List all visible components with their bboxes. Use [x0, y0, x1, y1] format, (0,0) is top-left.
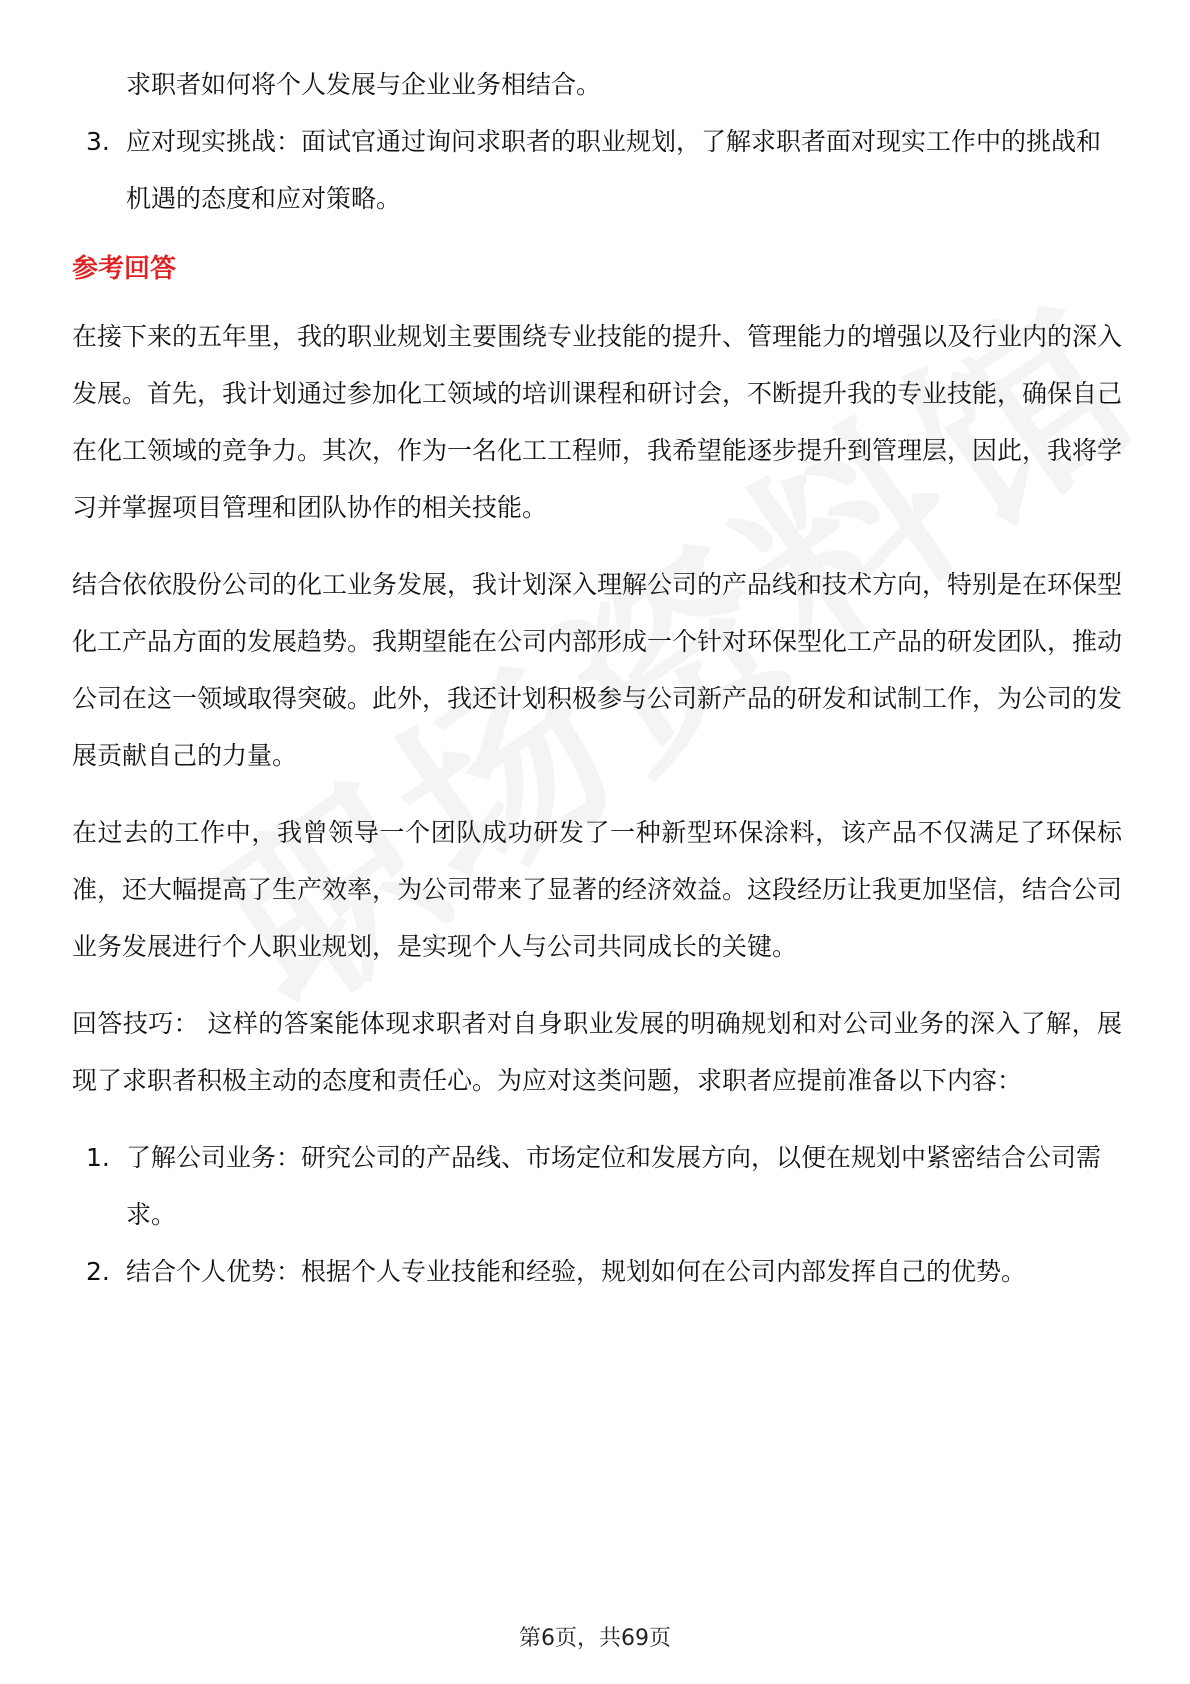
- tips-text: 这样的答案能体现求职者对自身职业发展的明确规划和对公司业务的深入了解，展现了求职者积极主动的态度和责任心。为应对这类问题，求职者应提前准备以下内容：: [72, 1009, 1122, 1095]
- page-footer: 第6页，共69页: [519, 1626, 671, 1651]
- tips-label: 回答技巧：: [72, 1009, 200, 1038]
- tips-list: [72, 1129, 1122, 1300]
- list-number: 3.: [86, 127, 110, 156]
- answer-paragraph-3: 在过去的工作中，我曾领导一个团队成功研发了一种新型环保涂料，该产品不仅满足了环保标准，还大幅提高了生产效率，为公司带来了显著的经济效益。这段经历让我更加坚信，结合公司业务发展进行个人职业规划，是实现个人与公司共同成长的关键。: [72, 818, 1123, 961]
- list-item-intent-3: [72, 113, 1122, 227]
- list-item-tip-2: [72, 1243, 1122, 1300]
- answer-paragraph-1: 在接下来的五年里，我的职业规划主要围绕专业技能的提升、管理能力的增强以及行业内的深入发展。首先，我计划通过参加化工领域的培训课程和研讨会，不断提升我的专业技能，确保自己在化工领域的竞争力。其次，作为一名化工工程师，我希望能逐步提升到管理层，因此，我将学习并掌握项目管理和团队协作的相关技能。: [72, 322, 1123, 522]
- list-text: 应对现实挑战：面试官通过询问求职者的职业规划，了解求职者面对现实工作中的挑战和机遇的态度和应对策略。: [126, 127, 1102, 213]
- document-content: [72, 56, 1122, 1300]
- list-item-tip-1: [72, 1129, 1122, 1243]
- continuation-line: 求职者如何将个人发展与企业业务相结合。: [126, 70, 602, 99]
- list-text: 了解公司业务：研究公司的产品线、市场定位和发展方向，以便在规划中紧密结合公司需求。: [126, 1143, 1102, 1229]
- reference-answer-heading: 参考回答: [72, 254, 177, 284]
- answer-tips-paragraph: [72, 995, 1122, 1109]
- answer-paragraph-2: 结合依依股份公司的化工业务发展，我计划深入理解公司的产品线和技术方向，特别是在环保型化工产品方面的发展趋势。我期望能在公司内部形成一个针对环保型化工产品的研发团队，推动公司在这一领域取得突破。此外，我还计划积极参与公司新产品的研发和试制工作，为公司的发展贡献自己的力量。: [72, 570, 1123, 770]
- list-number: 1.: [86, 1143, 110, 1172]
- list-number: 2.: [86, 1257, 110, 1286]
- list-text: 结合个人优势：根据个人专业技能和经验，规划如何在公司内部发挥自己的优势。: [126, 1257, 1027, 1286]
